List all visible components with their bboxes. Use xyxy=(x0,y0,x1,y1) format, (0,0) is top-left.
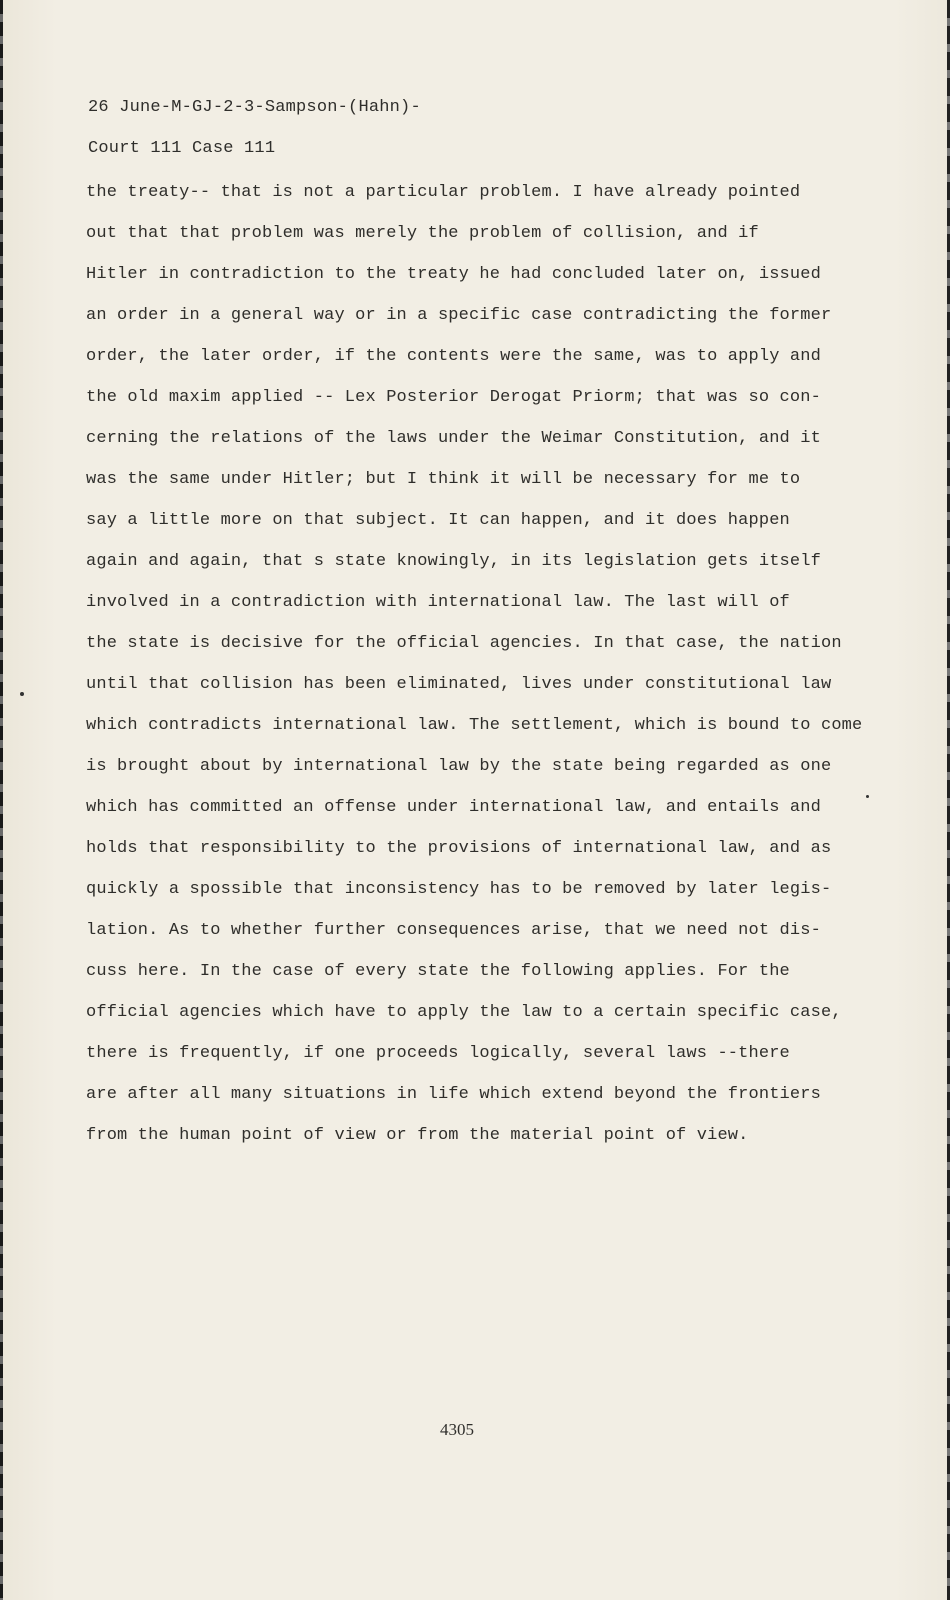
text-line: cuss here. In the case of every state the following applies. For the xyxy=(86,962,790,981)
text-line: was the same under Hitler; but I think it will be necessary for me to xyxy=(86,470,801,489)
text-line: out that that problem was merely the problem of collision, and if xyxy=(86,224,759,243)
text-line: lation. As to whether further consequences arise, that we need not dis- xyxy=(86,921,821,940)
scan-speck xyxy=(20,692,24,696)
text-line: there is frequently, if one proceeds logically, several laws --there xyxy=(86,1044,790,1063)
text-line: the state is decisive for the official agencies. In that case, the nation xyxy=(86,634,842,653)
text-line: quickly a spossible that inconsistency has to be removed by later legis- xyxy=(86,880,832,899)
text-line: is brought about by international law by the state being regarded as one xyxy=(86,757,832,776)
text-line: say a little more on that subject. It can happen, and it does happen xyxy=(86,511,790,530)
text-line: until that collision has been eliminated, lives under constitutional law xyxy=(86,675,832,694)
text-line: which contradicts international law. The settlement, which is bound to come xyxy=(86,716,863,735)
text-line: again and again, that s state knowingly, in its legislation gets itself xyxy=(86,552,821,571)
text-line: the old maxim applied -- Lex Posterior Derogat Priorm; that was so con- xyxy=(86,388,821,407)
scan-border-left xyxy=(0,0,3,1600)
text-line: are after all many situations in life which extend beyond the frontiers xyxy=(86,1085,821,1104)
text-line: holds that responsibility to the provisions of international law, and as xyxy=(86,839,832,858)
text-line: an order in a general way or in a specific case contradicting the former xyxy=(86,306,832,325)
text-line: Hitler in contradiction to the treaty he had concluded later on, issued xyxy=(86,265,821,284)
text-line: official agencies which have to apply the law to a certain specific case, xyxy=(86,1003,842,1022)
page-number: 4305 xyxy=(440,1420,474,1439)
text-line: the treaty-- that is not a particular problem. I have already pointed xyxy=(86,183,801,202)
transcript-body xyxy=(86,182,863,1166)
text-line: cerning the relations of the laws under the Weimar Constitution, and it xyxy=(86,429,821,448)
header-reference: 26 June-M-GJ-2-3-Sampson-(Hahn)- xyxy=(88,98,421,117)
text-line: involved in a contradiction with international law. The last will of xyxy=(86,593,790,612)
text-line: from the human point of view or from the material point of view. xyxy=(86,1126,749,1145)
text-line: which has committed an offense under international law, and entails and xyxy=(86,798,821,817)
text-line: order, the later order, if the contents were the same, was to apply and xyxy=(86,347,821,366)
header-court-case: Court 111 Case 111 xyxy=(88,139,276,158)
scan-speck xyxy=(866,795,869,798)
